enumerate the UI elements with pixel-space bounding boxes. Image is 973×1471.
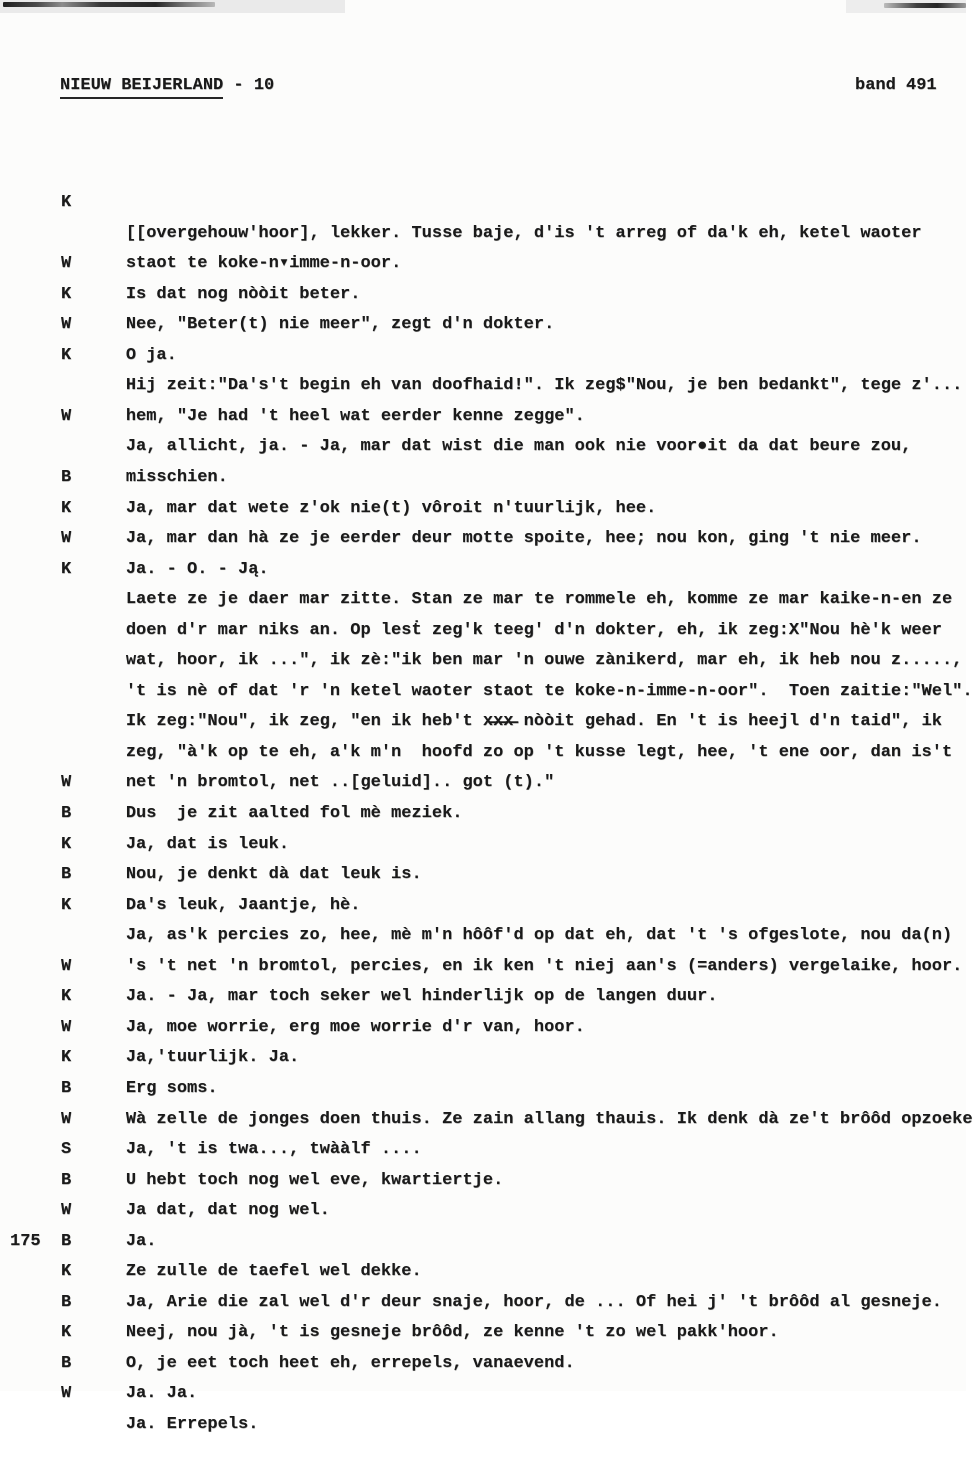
speaker-label: B [61,1078,72,1098]
line-text: Wà zelle de jonges doen thuis. Ze zain allang thauis. Ik denk dà ze't brôôd opzoeke [125,1109,973,1129]
speaker-label: K [61,1048,72,1068]
line-text: Hij zeit:"Da's't begin eh van doofhaid!". Ik zeg$"Nou, je ben bedankt", tege z'... [125,376,963,396]
line-text: Ja. Ja. [125,1384,198,1404]
speaker-label: B [61,865,72,885]
line-text: Ja. [125,1231,157,1251]
line-text: Ja, Arie die zal wel d'r deur snaje, hoor, de ... Of hei j' 't brôôd al gesneje. [125,1292,942,1312]
line-text: Ja. - Ja, mar toch seker wel hinderlijk op de langen duur. [125,987,718,1007]
speaker-label: K [61,284,72,304]
line-number: 175 [10,1231,41,1251]
line-text: U hebt toch nog wel eve, kwartiertje. [125,1170,504,1190]
line-text: Ja,'tuurlijk. Ja. [125,1048,300,1068]
line-text: [[overgehouw'hoor], lekker. Tusse baje, d'is 't arreg of da'k eh, ketel waoter [125,223,922,243]
line-text: Is dat nog nòòit beter. [125,284,361,304]
speaker-label: W [61,1384,72,1404]
speaker-label: S [61,1140,72,1160]
band-number: band 491 [855,76,937,95]
speaker-label: B [61,1231,72,1251]
line-text: zeg, "à'k op te eh, a'k m'n hoofd zo op 't kusse legt, hee, 't ene oor, dan is't [125,742,953,762]
line-text: Ja, mar dan hà ze je eerder deur motte spoite, hee; nou kon, ging 't nie meer. [125,529,922,549]
line-text: 's 't net 'n bromtol, percies, en ik ken 't niej aan's (=anders) vergelaike, hoor. [125,956,963,976]
speaker-label: B [61,804,72,824]
transcript [0,127,973,1434]
title-underlined: NIEUW BEIJERLAND [60,76,223,99]
line-text: hem, "Je had 't heel wat eerder kenne zegge". [125,406,585,426]
speaker-label: B [61,468,72,488]
speaker-label: W [61,1017,72,1037]
speaker-label: W [61,529,72,549]
line-text: misschien. [125,468,228,488]
line-text: 't is nè of dat 'r 'n ketel waoter staot te koke-n-imme-n-oor". Toen zaitie:"Wel". [125,681,973,701]
speaker-label: K [61,834,72,854]
speaker-label: B [61,1353,72,1373]
line-text: O, je eet toch heet eh, errepels, vanaevend. [125,1353,575,1373]
speaker-label: K [61,987,72,1007]
line-text: Ja dat, dat nog wel. [125,1201,330,1221]
speaker-label: B [61,1292,72,1312]
transcript-line [0,127,966,243]
line-text: Ze zulle de taefel wel dekke. [125,1262,422,1282]
line-text: doen d'r mar niks an. Op lesṫ zeg'k teeg' d'n dokter, eh, ik zeg:X"Nou hè'k weer [125,620,942,640]
speaker-label: K [61,193,72,213]
scan-artifact-top-left [3,2,215,7]
line-text: Ja, 't is twa..., twààlf .... [125,1140,422,1160]
speaker-label: W [61,1201,72,1221]
speaker-label: K [61,559,72,579]
line-text: O ja. [125,345,177,365]
line-text: Dus je zit aalted fol mè meziek. [125,804,463,824]
line-text: Ja, allicht, ja. - Ja, mar dat wist die man ook nie voor●it da dat beure zou, [125,437,912,457]
scan-artifact-top-right [884,3,966,8]
line-text: Da's leuk, Jaantje, hè. [125,895,361,915]
title-suffix: - 10 [223,76,275,95]
line-text: Neej, nou jà, 't is gesneje brôôd, ze kenne 't zo wel pakk'hoor. [125,1323,779,1343]
line-text: Nee, "Beter(t) nie meer", zegt d'n dokter. [125,315,555,335]
line-text: net 'n bromtol, net ..[geluid].. got (t)." [125,773,555,793]
speaker-label: K [61,895,72,915]
speaker-label: W [61,315,72,335]
speaker-label: W [61,1109,72,1129]
line-text: Ja, moe worrie, erg moe worrie d'r van, hoor. [125,1017,585,1037]
line-text: Ik zeg:"Nou", ik zeg, "en ik heb't x̶x̶x̶ nòòit gehad. En 't is heejl d'n taid", ik [125,712,942,732]
line-text: Ja, as'k percies zo, hee, mè m'n hôôf'd op dat eh, dat 't 's ofgeslote, nou da(n) [125,926,953,946]
line-text: staot te koke-n▾imme-n-oor. [125,254,402,274]
speaker-label: W [61,406,72,426]
speaker-label: K [61,1262,72,1282]
line-text: Ja, dat is leuk. [125,834,290,854]
document-title [60,76,274,95]
page-header [0,76,966,104]
speaker-label: W [61,254,72,274]
line-text: Ja, mar dat wete z'ok nie(t) vôroit n'tuurlijk, hee. [125,498,657,518]
speaker-label: K [61,345,72,365]
line-text: wat, hoor, ik ...", ik zè:"ik ben mar 'n ouwe zànikerd, mar eh, ik heb nou z....., [125,651,963,671]
line-text: Ja. Errepels. [125,1414,259,1434]
speaker-label: B [61,1170,72,1190]
speaker-label: W [61,773,72,793]
line-text: Laete ze je daer mar zitte. Stan ze mar te rommele eh, komme ze mar kaike-n-en ze [125,590,953,610]
speaker-label: K [61,1323,72,1343]
speaker-label: K [61,498,72,518]
line-text: Ja. - O. - Ją. [125,559,269,579]
line-text: Nou, je denkt dà dat leuk is. [125,865,422,885]
speaker-label: W [61,956,72,976]
line-text: Erg soms. [125,1078,218,1098]
